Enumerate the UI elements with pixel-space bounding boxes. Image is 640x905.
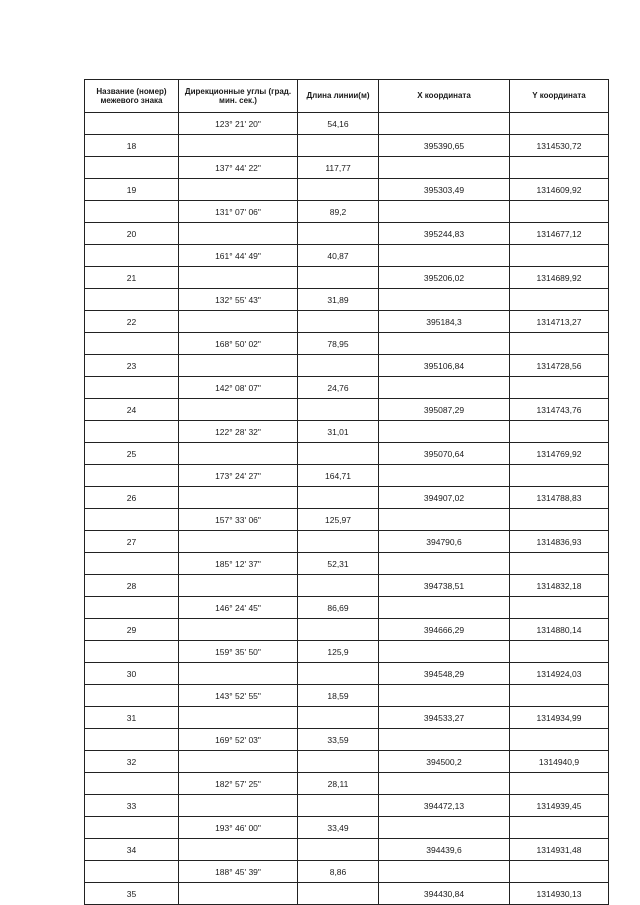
cell-point-name (85, 729, 179, 751)
cell-direction-angle (179, 839, 298, 861)
cell-y-coordinate: 1314788,83 (510, 487, 609, 509)
cell-y-coordinate: 1314769,92 (510, 443, 609, 465)
table-row-segment (85, 729, 609, 751)
cell-line-length (298, 355, 379, 377)
cell-direction-angle (179, 707, 298, 729)
cell-x-coordinate: 395303,49 (379, 179, 510, 201)
cell-point-name: 31 (85, 707, 179, 729)
cell-x-coordinate (379, 421, 510, 443)
cell-x-coordinate (379, 113, 510, 135)
cell-y-coordinate: 1314728,56 (510, 355, 609, 377)
cell-y-coordinate: 1314924,03 (510, 663, 609, 685)
cell-direction-angle: 193° 46' 00" (179, 817, 298, 839)
cell-y-coordinate (510, 113, 609, 135)
cell-direction-angle (179, 311, 298, 333)
cell-line-length (298, 839, 379, 861)
table-row-point (85, 531, 609, 553)
cell-y-coordinate (510, 817, 609, 839)
cell-point-name (85, 597, 179, 619)
cell-x-coordinate: 395106,84 (379, 355, 510, 377)
cell-x-coordinate: 394430,84 (379, 883, 510, 905)
table-row-point (85, 443, 609, 465)
cell-direction-angle: 146° 24' 45" (179, 597, 298, 619)
cell-y-coordinate: 1314609,92 (510, 179, 609, 201)
cell-line-length (298, 487, 379, 509)
cell-direction-angle: 131° 07' 06" (179, 201, 298, 223)
cell-point-name: 22 (85, 311, 179, 333)
table-row-point (85, 619, 609, 641)
cell-y-coordinate: 1314939,45 (510, 795, 609, 817)
cell-y-coordinate: 1314713,27 (510, 311, 609, 333)
header-line-length: Длина линии(м) (298, 80, 379, 113)
cell-line-length (298, 179, 379, 201)
cell-line-length: 86,69 (298, 597, 379, 619)
cell-point-name (85, 553, 179, 575)
cell-x-coordinate: 395070,64 (379, 443, 510, 465)
cell-y-coordinate (510, 377, 609, 399)
table-row-segment (85, 685, 609, 707)
cell-line-length (298, 795, 379, 817)
cell-x-coordinate (379, 465, 510, 487)
table-row-segment (85, 817, 609, 839)
cell-x-coordinate (379, 245, 510, 267)
cell-direction-angle: 123° 21' 20" (179, 113, 298, 135)
cell-line-length: 164,71 (298, 465, 379, 487)
cell-point-name (85, 377, 179, 399)
cell-direction-angle: 137° 44' 22" (179, 157, 298, 179)
cell-y-coordinate: 1314880,14 (510, 619, 609, 641)
cell-line-length (298, 663, 379, 685)
cell-y-coordinate (510, 861, 609, 883)
cell-point-name (85, 773, 179, 795)
table-row-point (85, 487, 609, 509)
cell-y-coordinate (510, 597, 609, 619)
cell-direction-angle (179, 179, 298, 201)
cell-point-name: 33 (85, 795, 179, 817)
cell-y-coordinate: 1314931,48 (510, 839, 609, 861)
cell-y-coordinate (510, 245, 609, 267)
cell-x-coordinate (379, 157, 510, 179)
table-row-segment (85, 465, 609, 487)
cell-direction-angle: 159° 35' 50" (179, 641, 298, 663)
cell-direction-angle: 185° 12' 37" (179, 553, 298, 575)
cell-point-name: 19 (85, 179, 179, 201)
cell-y-coordinate (510, 289, 609, 311)
cell-line-length (298, 135, 379, 157)
header-x-coordinate: X координата (379, 80, 510, 113)
cell-point-name (85, 113, 179, 135)
cell-point-name (85, 509, 179, 531)
cell-line-length (298, 707, 379, 729)
cell-x-coordinate: 394738,51 (379, 575, 510, 597)
cell-y-coordinate (510, 157, 609, 179)
cell-y-coordinate: 1314689,92 (510, 267, 609, 289)
cell-line-length (298, 575, 379, 597)
cell-point-name (85, 817, 179, 839)
table-row-segment (85, 113, 609, 135)
cell-y-coordinate (510, 641, 609, 663)
table-row-point (85, 795, 609, 817)
cell-x-coordinate (379, 861, 510, 883)
cell-y-coordinate (510, 333, 609, 355)
cell-line-length: 125,9 (298, 641, 379, 663)
cell-point-name (85, 421, 179, 443)
cell-y-coordinate: 1314934,99 (510, 707, 609, 729)
cell-point-name: 21 (85, 267, 179, 289)
cell-point-name: 18 (85, 135, 179, 157)
table-row-segment (85, 509, 609, 531)
table-row-segment (85, 861, 609, 883)
table-row-point (85, 355, 609, 377)
table-row-segment (85, 597, 609, 619)
cell-point-name (85, 861, 179, 883)
cell-direction-angle (179, 619, 298, 641)
cell-direction-angle (179, 575, 298, 597)
cell-line-length: 125,97 (298, 509, 379, 531)
cell-point-name (85, 245, 179, 267)
cell-direction-angle (179, 663, 298, 685)
cell-y-coordinate: 1314930,13 (510, 883, 609, 905)
cell-direction-angle: 169° 52' 03" (179, 729, 298, 751)
cell-point-name (85, 685, 179, 707)
cell-direction-angle (179, 267, 298, 289)
cell-x-coordinate (379, 729, 510, 751)
cell-x-coordinate: 394790,6 (379, 531, 510, 553)
cell-direction-angle (179, 751, 298, 773)
cell-line-length (298, 267, 379, 289)
cell-line-length (298, 311, 379, 333)
cell-y-coordinate (510, 421, 609, 443)
table-row-segment (85, 773, 609, 795)
table-row-segment (85, 245, 609, 267)
cell-direction-angle: 157° 33' 06" (179, 509, 298, 531)
cell-point-name: 29 (85, 619, 179, 641)
header-point-name: Название (номер) межевого знака (85, 80, 179, 113)
boundary-coordinates-table (84, 79, 609, 905)
cell-x-coordinate: 395087,29 (379, 399, 510, 421)
cell-x-coordinate: 395206,02 (379, 267, 510, 289)
cell-direction-angle: 188° 45' 39" (179, 861, 298, 883)
cell-line-length (298, 619, 379, 641)
table-row-point (85, 135, 609, 157)
cell-point-name: 20 (85, 223, 179, 245)
cell-direction-angle (179, 531, 298, 553)
cell-x-coordinate (379, 641, 510, 663)
cell-direction-angle: 182° 57' 25" (179, 773, 298, 795)
cell-direction-angle (179, 399, 298, 421)
cell-point-name (85, 289, 179, 311)
cell-x-coordinate (379, 773, 510, 795)
cell-x-coordinate (379, 377, 510, 399)
table-row-segment (85, 289, 609, 311)
table-row-segment (85, 641, 609, 663)
cell-point-name (85, 465, 179, 487)
table-row-point (85, 751, 609, 773)
table-row-segment (85, 421, 609, 443)
table-row-point (85, 575, 609, 597)
cell-direction-angle: 161° 44' 49" (179, 245, 298, 267)
table-row-point (85, 267, 609, 289)
cell-point-name (85, 333, 179, 355)
table-row-point (85, 663, 609, 685)
cell-y-coordinate (510, 509, 609, 531)
cell-x-coordinate: 394500,2 (379, 751, 510, 773)
cell-x-coordinate (379, 553, 510, 575)
cell-line-length (298, 399, 379, 421)
cell-point-name: 23 (85, 355, 179, 377)
cell-y-coordinate: 1314832,18 (510, 575, 609, 597)
cell-direction-angle (179, 355, 298, 377)
cell-direction-angle (179, 223, 298, 245)
table-row-point (85, 707, 609, 729)
cell-line-length: 89,2 (298, 201, 379, 223)
cell-line-length: 31,89 (298, 289, 379, 311)
cell-x-coordinate (379, 289, 510, 311)
cell-line-length: 78,95 (298, 333, 379, 355)
cell-point-name: 25 (85, 443, 179, 465)
cell-line-length (298, 531, 379, 553)
cell-point-name: 30 (85, 663, 179, 685)
header-direction-angle: Дирекционные углы (град. мин. сек.) (179, 80, 298, 113)
cell-point-name: 34 (85, 839, 179, 861)
cell-line-length: 54,16 (298, 113, 379, 135)
table-row-point (85, 179, 609, 201)
cell-point-name: 24 (85, 399, 179, 421)
cell-x-coordinate (379, 509, 510, 531)
cell-line-length: 24,76 (298, 377, 379, 399)
cell-point-name: 28 (85, 575, 179, 597)
cell-direction-angle (179, 135, 298, 157)
cell-line-length: 40,87 (298, 245, 379, 267)
cell-y-coordinate: 1314677,12 (510, 223, 609, 245)
cell-direction-angle (179, 487, 298, 509)
cell-y-coordinate: 1314940,9 (510, 751, 609, 773)
cell-line-length: 18,59 (298, 685, 379, 707)
cell-y-coordinate (510, 773, 609, 795)
cell-direction-angle (179, 443, 298, 465)
cell-line-length (298, 223, 379, 245)
table-row-point (85, 883, 609, 905)
table-row-segment (85, 333, 609, 355)
cell-y-coordinate (510, 729, 609, 751)
cell-direction-angle: 173° 24' 27" (179, 465, 298, 487)
cell-y-coordinate (510, 553, 609, 575)
table-row-segment (85, 553, 609, 575)
cell-x-coordinate: 395184,3 (379, 311, 510, 333)
cell-x-coordinate: 394548,29 (379, 663, 510, 685)
cell-x-coordinate: 395244,83 (379, 223, 510, 245)
cell-y-coordinate (510, 685, 609, 707)
table-header-row (85, 80, 609, 113)
cell-direction-angle: 122° 28' 32" (179, 421, 298, 443)
cell-line-length: 33,49 (298, 817, 379, 839)
cell-line-length: 117,77 (298, 157, 379, 179)
cell-x-coordinate: 394439,6 (379, 839, 510, 861)
table-row-segment (85, 377, 609, 399)
cell-point-name: 27 (85, 531, 179, 553)
table-row-point (85, 839, 609, 861)
cell-line-length (298, 443, 379, 465)
cell-direction-angle (179, 795, 298, 817)
cell-x-coordinate (379, 817, 510, 839)
cell-point-name: 26 (85, 487, 179, 509)
cell-line-length (298, 751, 379, 773)
cell-point-name (85, 201, 179, 223)
cell-line-length: 33,59 (298, 729, 379, 751)
cell-line-length: 8,86 (298, 861, 379, 883)
cell-y-coordinate: 1314743,76 (510, 399, 609, 421)
cell-x-coordinate (379, 685, 510, 707)
cell-x-coordinate: 394533,27 (379, 707, 510, 729)
cell-line-length (298, 883, 379, 905)
cell-y-coordinate: 1314836,93 (510, 531, 609, 553)
cell-point-name: 32 (85, 751, 179, 773)
cell-line-length: 28,11 (298, 773, 379, 795)
table-row-segment (85, 157, 609, 179)
table-row-point (85, 223, 609, 245)
cell-x-coordinate (379, 201, 510, 223)
cell-line-length: 31,01 (298, 421, 379, 443)
cell-x-coordinate: 394907,02 (379, 487, 510, 509)
header-y-coordinate: Y координата (510, 80, 609, 113)
cell-x-coordinate (379, 333, 510, 355)
cell-y-coordinate (510, 465, 609, 487)
cell-direction-angle: 132° 55' 43" (179, 289, 298, 311)
cell-direction-angle (179, 883, 298, 905)
cell-line-length: 52,31 (298, 553, 379, 575)
cell-y-coordinate: 1314530,72 (510, 135, 609, 157)
cell-direction-angle: 142° 08' 07" (179, 377, 298, 399)
cell-x-coordinate: 394666,29 (379, 619, 510, 641)
cell-x-coordinate: 394472,13 (379, 795, 510, 817)
cell-direction-angle: 143° 52' 55" (179, 685, 298, 707)
cell-y-coordinate (510, 201, 609, 223)
table-row-point (85, 399, 609, 421)
cell-x-coordinate (379, 597, 510, 619)
cell-direction-angle: 168° 50' 02" (179, 333, 298, 355)
table-row-point (85, 311, 609, 333)
cell-point-name: 35 (85, 883, 179, 905)
table-body (85, 113, 609, 905)
cell-point-name (85, 157, 179, 179)
cell-point-name (85, 641, 179, 663)
cell-x-coordinate: 395390,65 (379, 135, 510, 157)
table-row-segment (85, 201, 609, 223)
